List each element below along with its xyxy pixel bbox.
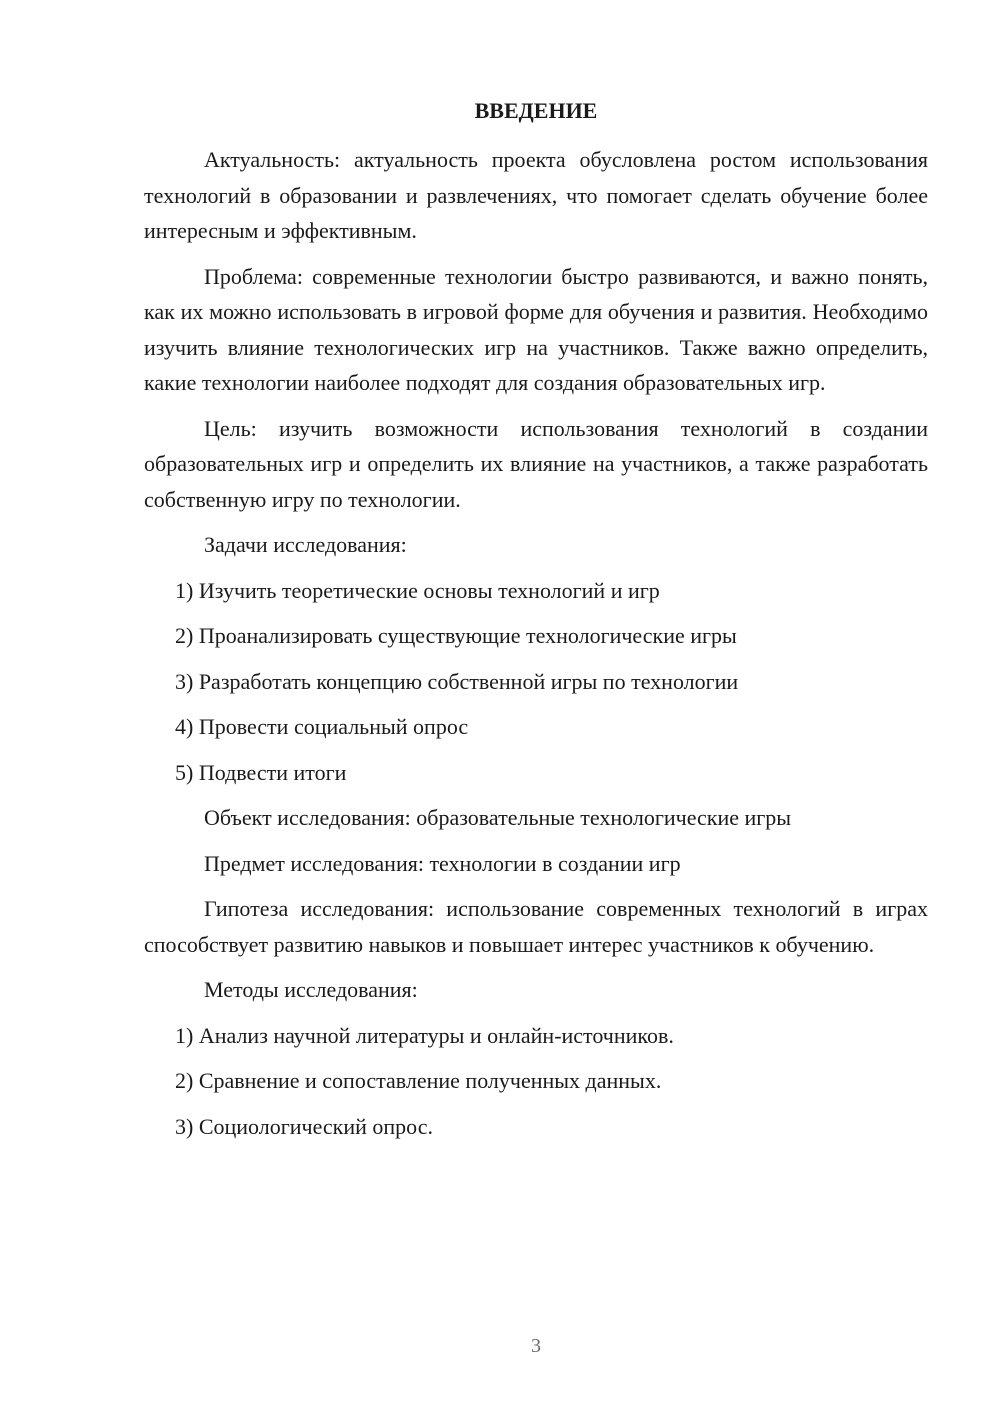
goal-paragraph: Цель: изучить возможности использования технологий в создании образовательных игр и определить их влияние на участников, а также разработать собственную игру по технологии.	[144, 415, 928, 512]
tasks-list	[144, 573, 928, 791]
list-item: 1) Анализ научной литературы и онлайн-источников.	[175, 1022, 674, 1048]
tasks-heading: Задачи исследования:	[204, 532, 407, 557]
research-object: Объект исследования: образовательные технологические игры	[204, 805, 792, 830]
page-number: 3	[531, 1335, 541, 1357]
problem-paragraph: Проблема: современные технологии быстро развиваются, и важно понять, как их можно использовать в игровой форме для обучения и развития. Необходимо изучить влияние технологических игр на участников. Также важно определить, какие технологии наиболее подходят для создания образовательных игр.	[144, 263, 928, 395]
list-item: 4) Провести социальный опрос	[175, 714, 469, 739]
document-body	[144, 142, 928, 1154]
methods-list	[144, 1018, 928, 1145]
research-subject: Предмет исследования: технологии в создании игр	[204, 850, 681, 876]
list-item: 2) Сравнение и сопоставление полученных данных.	[175, 1068, 662, 1093]
list-item: 1) Изучить теоретические основы технологий и игр	[175, 577, 660, 603]
section-heading: ВВЕДЕНИЕ	[474, 98, 598, 123]
list-item: 3) Разработать концепцию собственной игры по технологии	[175, 668, 739, 694]
hypothesis-paragraph: Гипотеза исследования: использование современных технологий в играх способствует развитию навыков и повышает интерес участников к обучению.	[144, 896, 928, 957]
list-item: 2) Проанализировать существующие технологические игры	[175, 623, 737, 648]
list-item: 5) Подвести итоги	[175, 759, 347, 785]
methods-heading: Методы исследования:	[204, 977, 418, 1002]
list-item: 3) Социологический опрос.	[175, 1113, 433, 1139]
relevance-paragraph: Актуальность: актуальность проекта обусловлена ростом использования технологий в образовании и развлечениях, что помогает сделать обучение более интересным и эффективным.	[144, 147, 928, 243]
